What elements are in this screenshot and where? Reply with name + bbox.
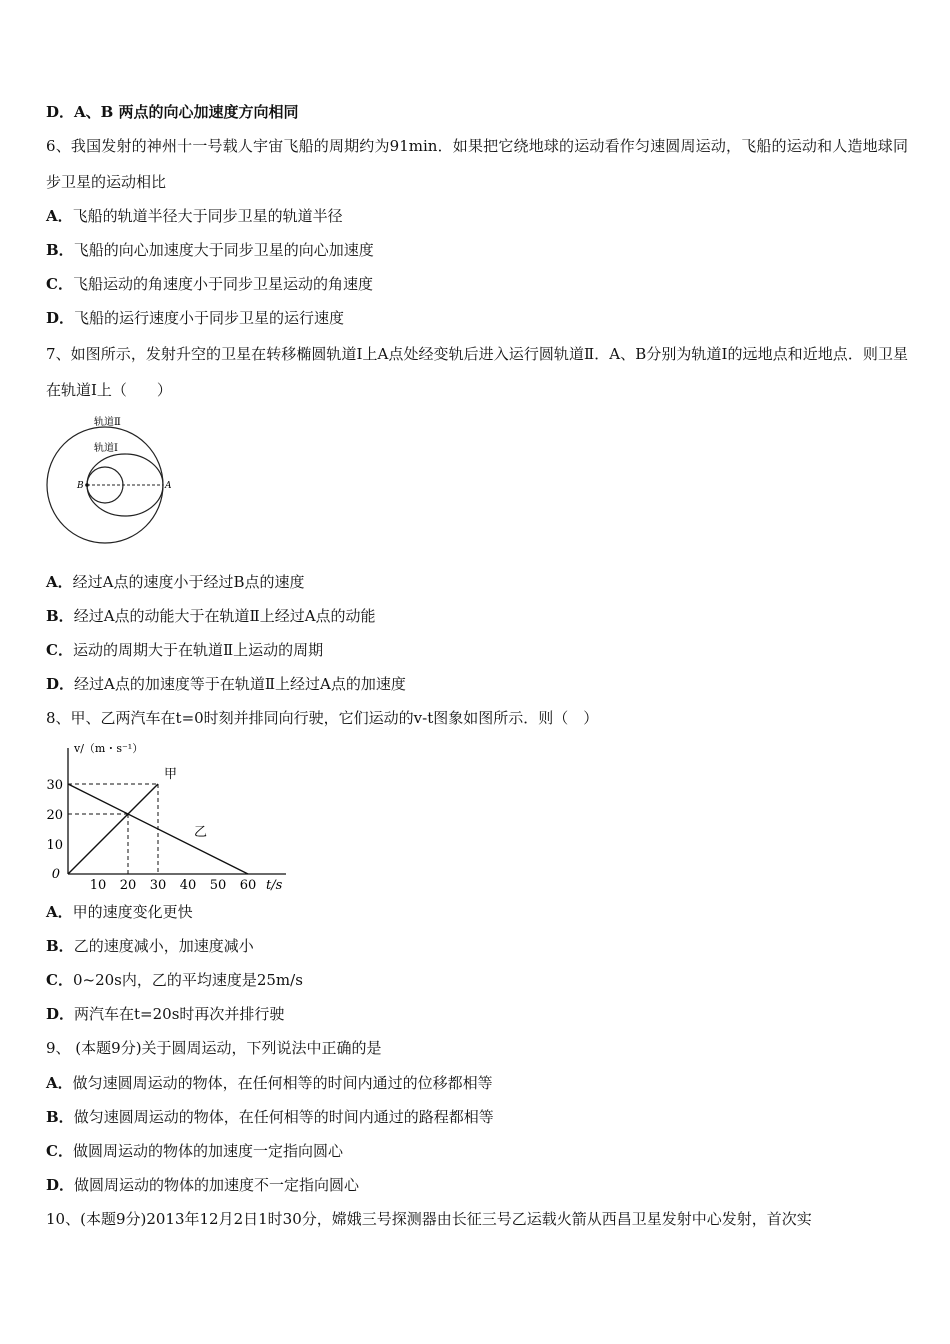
q8-option-d	[46, 1004, 284, 1024]
q9-option-c	[46, 1141, 343, 1161]
q7-option-d	[46, 674, 406, 694]
q9-stem: 9、 (本题9分)关于圆周运动，下列说法中正确的是	[46, 1039, 382, 1057]
series-label-jia: 甲	[164, 767, 178, 782]
option-label: A．	[46, 573, 73, 591]
option-text: 经过A点的动能大于在轨道Ⅱ上经过A点的动能	[73, 607, 376, 625]
option-label: B．	[46, 241, 74, 259]
option-label: C．	[46, 641, 73, 659]
option-label: B．	[46, 937, 74, 955]
point-a-label: A	[165, 481, 171, 491]
option-label: B．	[46, 607, 74, 625]
option-label: B．	[46, 1108, 74, 1126]
q7-option-c	[46, 640, 323, 660]
q6-option-c	[46, 274, 373, 294]
x-tick-label: 20	[119, 878, 137, 892]
q9-option-d	[46, 1175, 359, 1195]
q10-stem: 10、(本题9分)2013年12月2日1时30分，嫦娥三号探测器由长征三号乙运载火箭从西昌卫星发射中心发射，首次实	[46, 1210, 812, 1228]
x-tick-label: 30	[149, 878, 167, 892]
q7-option-a	[46, 572, 305, 592]
y-axis-label: v/（m・s⁻¹）	[74, 742, 144, 755]
option-label: D．	[46, 1176, 75, 1194]
q8-option-a	[46, 902, 193, 922]
point-b-dot	[85, 483, 89, 487]
q6-option-d	[46, 308, 344, 328]
option-label: D．	[46, 309, 75, 327]
option-label: A．	[46, 1074, 73, 1092]
option-text: 做匀速圆周运动的物体，在任何相等的时间内通过的路程都相等	[73, 1108, 494, 1126]
option-text: 做匀速圆周运动的物体，在任何相等的时间内通过的位移都相等	[72, 1074, 493, 1092]
orbit-1-label: 轨道Ⅰ	[94, 443, 118, 454]
option-label: A．	[46, 207, 73, 225]
option-text: 飞船的轨道半径大于同步卫星的轨道半径	[72, 207, 343, 225]
y-tick-label: 30	[46, 778, 63, 793]
x-tick-label: 10	[89, 878, 107, 892]
option-text: 两汽车在t=20s时再次并排行驶	[74, 1005, 285, 1023]
option-text: 做圆周运动的物体的加速度一定指向圆心	[72, 1142, 343, 1160]
q5-option-d	[46, 102, 299, 122]
option-text: 经过A点的速度小于经过B点的速度	[72, 573, 305, 591]
option-label: C．	[46, 275, 73, 293]
option-text: 乙的速度减小，加速度减小	[73, 937, 254, 955]
option-text: 做圆周运动的物体的加速度不一定指向圆心	[74, 1176, 360, 1194]
option-label: C．	[46, 971, 73, 989]
point-b-label: B	[77, 481, 84, 491]
option-text: 甲的速度变化更快	[72, 903, 193, 921]
option-text: A、B 两点的向心加速度方向相同	[74, 103, 299, 121]
option-label: D．	[46, 1005, 75, 1023]
option-text: 飞船运动的角速度小于同步卫星运动的角速度	[72, 275, 373, 293]
q9-option-a	[46, 1073, 493, 1093]
option-text: 飞船的向心加速度大于同步卫星的向心加速度	[73, 241, 374, 259]
option-text: 运动的周期大于在轨道Ⅱ上运动的周期	[72, 641, 324, 659]
orbit-2-label: 轨道Ⅱ	[94, 417, 121, 428]
x-axis-label: t/s	[266, 878, 283, 892]
vt-chart	[40, 734, 300, 892]
series-line-jia	[68, 784, 158, 874]
option-label: A．	[46, 903, 73, 921]
series-line-yi	[68, 784, 248, 874]
option-text: 经过A点的加速度等于在轨道Ⅱ上经过A点的加速度	[74, 675, 406, 693]
y-tick-label: 10	[46, 838, 63, 853]
series-label-yi: 乙	[194, 825, 208, 840]
option-text: 飞船的运行速度小于同步卫星的运行速度	[74, 309, 345, 327]
option-label: D．	[46, 103, 75, 121]
x-tick-label: 60	[239, 878, 257, 892]
q6-option-a	[46, 206, 343, 226]
q6-option-b	[46, 240, 374, 260]
option-text: 0~20s内，乙的平均速度是25m/s	[72, 971, 303, 989]
q8-stem: 8、甲、乙两汽车在t=0时刻并排同向行驶，它们运动的v-t图象如图所示．则（ ）	[46, 709, 599, 727]
q8-option-b	[46, 936, 254, 956]
option-label: D．	[46, 675, 75, 693]
x-tick-label: 50	[209, 878, 227, 892]
q7-stem: 7、如图所示，发射升空的卫星在转移椭圆轨道Ⅰ上A点处经变轨后进入运行圆轨道Ⅱ．A、B分别为轨道Ⅰ的远地点和近地点．则卫星在轨道Ⅰ上（ ）	[46, 345, 908, 399]
origin-label: 0	[51, 867, 60, 882]
q8-option-c	[46, 970, 303, 990]
q6-stem: 6、我国发射的神州十一号载人宇宙飞船的周期约为91min．如果把它绕地球的运动看作匀速圆周运动，飞船的运动和人造地球同步卫星的运动相比	[46, 137, 908, 191]
option-label: C．	[46, 1142, 73, 1160]
q7-option-b	[46, 606, 376, 626]
y-tick-label: 20	[46, 808, 63, 823]
x-tick-label: 40	[179, 878, 197, 892]
orbit-diagram	[46, 410, 171, 545]
q9-option-b	[46, 1107, 494, 1127]
